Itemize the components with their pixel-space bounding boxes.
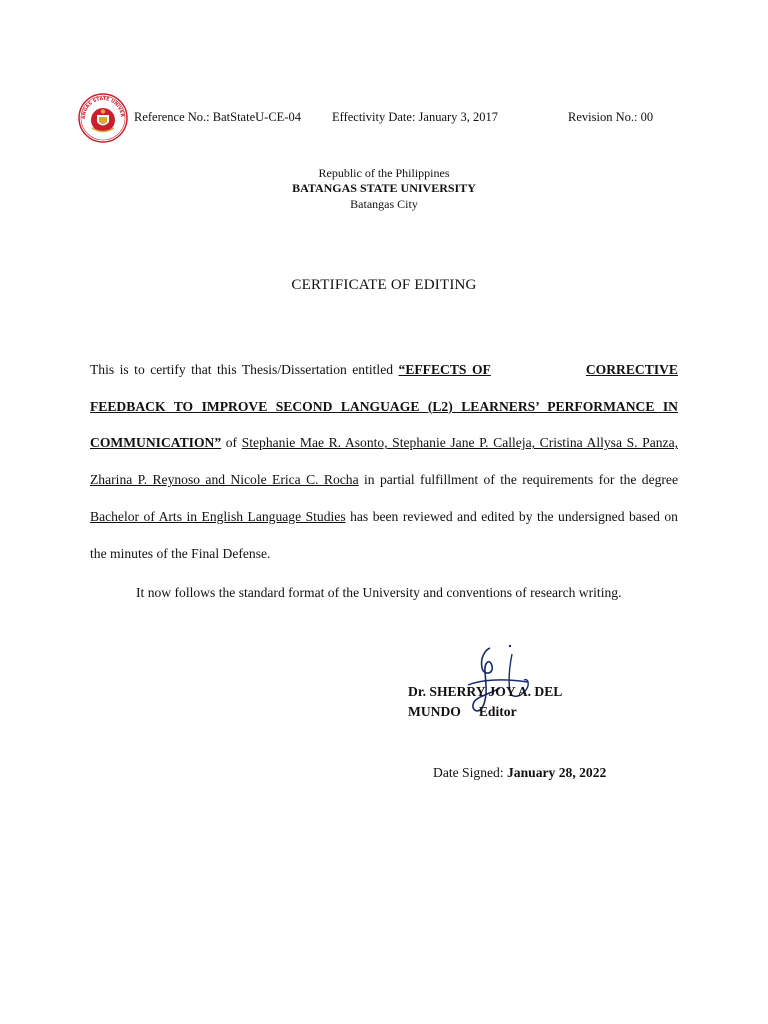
- degree-name: Bachelor of Arts in English Language Studies: [90, 508, 346, 524]
- certification-paragraph: [90, 352, 678, 572]
- certification-of: of: [221, 435, 242, 451]
- university-name: BATANGAS STATE UNIVERSITY: [292, 181, 476, 195]
- date-signed-label: Date Signed:: [433, 765, 507, 780]
- thesis-title-part1: “EFFECTS OF: [398, 362, 491, 377]
- reference-number: Reference No.: BatStateU-CE-04: [134, 110, 301, 124]
- university-city: Batangas City: [350, 197, 418, 211]
- editor-role: Editor: [478, 704, 517, 719]
- date-signed-value: January 28, 2022: [507, 765, 607, 780]
- certification-end: has been reviewed and edited by the undersigned based on the minutes of the Final Defense.: [90, 508, 678, 561]
- republic-line: Republic of the Philippines: [318, 166, 450, 180]
- format-statement: It now follows the standard format of the University and conventions of research writing.: [136, 585, 622, 600]
- seal-text: ANGAS STATE UNIVER: [81, 96, 125, 120]
- editor-name-line1: Dr. SHERRY JOY A. DEL: [408, 684, 563, 699]
- date-signed: [433, 765, 606, 781]
- editor-block: [408, 682, 562, 722]
- certificate-title: CERTIFICATE OF EDITING: [291, 277, 477, 293]
- university-seal-icon: [78, 93, 128, 143]
- thesis-authors: Stephanie Mae R. Asonto, Stephanie Jane P. Calleja, Cristina Allysa S. Panza, Zharina P. Reynoso and Nicole Erica C. Rocha: [90, 435, 678, 488]
- effectivity-date: Effectivity Date: January 3, 2017: [332, 110, 499, 124]
- certification-mid: in partial fulfillment of the requirements for the degree: [358, 472, 678, 488]
- editor-name-line2: MUNDO: [408, 704, 461, 719]
- thesis-title-part2: CORRECTIVE FEEDBACK TO IMPROVE SECOND LANGUAGE (L2) LEARNERS’ PERFORMANCE IN COMMUNICATION”: [90, 362, 678, 451]
- certification-intro: This is to certify that this Thesis/Dissertation entitled: [90, 362, 399, 377]
- revision-number: Revision No.: 00: [568, 110, 654, 124]
